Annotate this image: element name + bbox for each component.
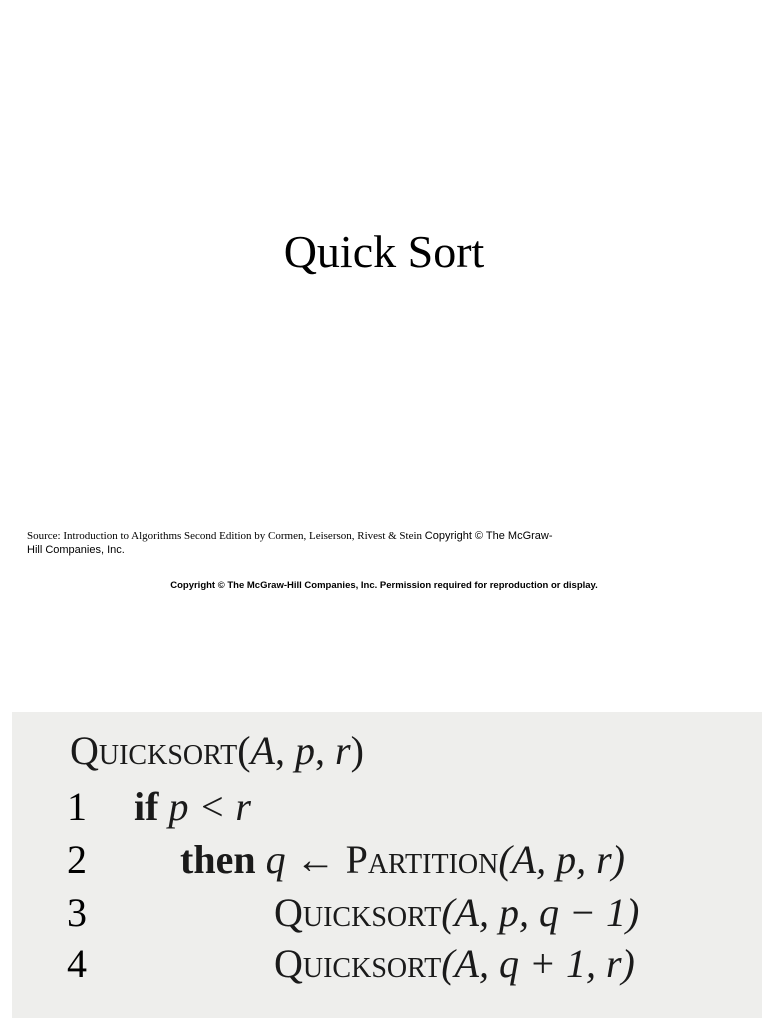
arg-r: r <box>334 728 351 773</box>
line-number-1: 1 <box>67 784 87 829</box>
call-partition: Partition <box>345 837 499 882</box>
copyright-notice: Copyright © The McGraw-Hill Companies, Inc. Permission required for reproduction or display. <box>170 580 598 591</box>
partition-args: (A, p, r) <box>498 837 625 882</box>
paren-close: ) <box>350 728 364 773</box>
arg-sep-2: , <box>314 728 335 773</box>
arg-a: A <box>250 728 275 773</box>
source-copyright: Copyright © The McGraw-Hill Companies, Inc. <box>27 530 553 556</box>
source-citation <box>27 529 567 557</box>
pseudocode-figure <box>12 712 762 1018</box>
slide-title: Quick Sort <box>283 226 485 277</box>
line-number-3: 3 <box>67 890 87 935</box>
line-number-4: 4 <box>67 941 87 986</box>
code-line-1 <box>134 782 251 832</box>
line-number-2: 2 <box>67 837 87 882</box>
arg-sep-1: , <box>274 728 295 773</box>
quicksort-left-args: (A, p, q − 1) <box>441 890 640 935</box>
code-line-2 <box>180 835 625 885</box>
condition-expr: p < r <box>168 784 251 829</box>
call-quicksort-right: Quicksort <box>274 941 442 986</box>
procedure-header <box>70 726 364 776</box>
code-line-4 <box>274 939 635 989</box>
assign-arrow: ← <box>285 837 346 882</box>
call-quicksort-left: Quicksort <box>274 890 442 935</box>
quicksort-right-args: (A, q + 1, r) <box>441 941 635 986</box>
var-q: q <box>265 837 286 882</box>
arg-p: p <box>294 728 315 773</box>
keyword-then: then <box>180 837 256 882</box>
source-text: Source: Introduction to Algorithms Second Edition by Cormen, Leiserson, Rivest & Stein <box>27 530 425 542</box>
code-line-3 <box>274 888 639 938</box>
procedure-name: Quicksort <box>70 728 238 773</box>
paren-open: ( <box>237 728 251 773</box>
keyword-if: if <box>134 784 159 829</box>
